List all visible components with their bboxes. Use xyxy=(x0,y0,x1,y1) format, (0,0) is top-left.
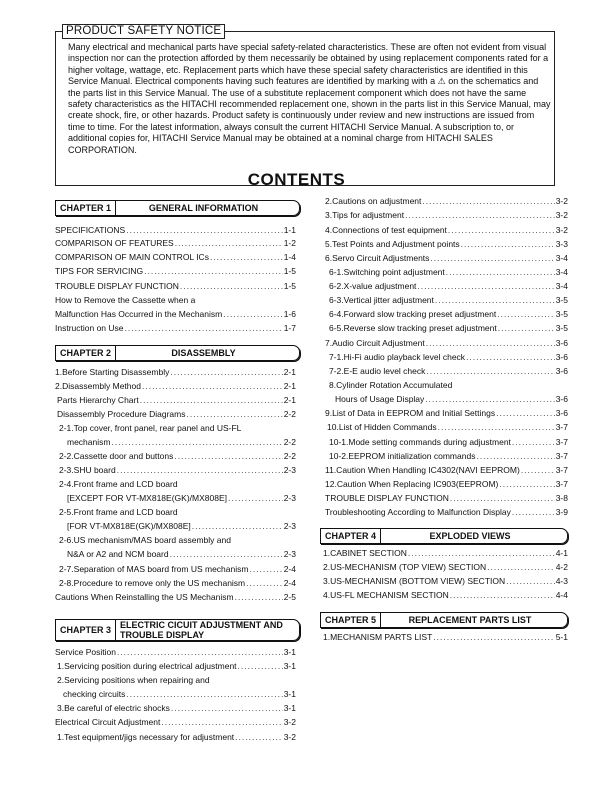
left-toc-entry xyxy=(67,492,296,505)
toc-leader-dots xyxy=(175,237,283,250)
toc-leader-dots xyxy=(466,351,555,364)
left-toc-entry xyxy=(59,563,296,576)
toc-entry-page: 2-1 xyxy=(283,367,296,377)
right-toc-entry xyxy=(325,209,568,222)
toc-leader-dots xyxy=(223,308,282,321)
toc-entry-title: 3.US-MECHANISM (BOTTOM VIEW) SECTION xyxy=(323,576,506,586)
toc-entry-title: 1.MECHANISM PARTS LIST xyxy=(323,632,433,642)
toc-entry-page: 3-1 xyxy=(283,661,296,671)
toc-entry-page: 3-1 xyxy=(283,689,296,699)
toc-entry-page: 2-2 xyxy=(283,437,296,447)
toc-leader-dots xyxy=(461,238,555,251)
toc-entry-title: 6-3.Vertical jitter adjustment xyxy=(329,295,434,305)
toc-entry-page: 3-6 xyxy=(555,394,568,404)
left-toc-entry xyxy=(55,280,296,293)
right-toc-entry xyxy=(327,421,568,434)
toc-leader-dots xyxy=(512,436,555,449)
toc-entry-page: 3-5 xyxy=(555,295,568,305)
right-toc-entry xyxy=(323,561,568,574)
right-toc-entry xyxy=(325,337,568,350)
toc-entry-page: 2-3 xyxy=(283,521,296,531)
toc-entry-title: 7-1.Hi-Fi audio playback level check xyxy=(329,352,466,362)
toc-entry-page: 3-2 xyxy=(555,225,568,235)
toc-entry-page: 4-3 xyxy=(555,576,568,586)
toc-entry-page: 3-7 xyxy=(555,422,568,432)
toc-entry-page: 2-3 xyxy=(283,465,296,475)
toc-entry-title: SPECIFICATIONS xyxy=(55,225,126,235)
right-toc-entry xyxy=(329,294,568,307)
right-toc-entry xyxy=(329,436,568,449)
toc-entry-title: 2-3.SHU board xyxy=(59,465,116,475)
left-toc-entry xyxy=(59,464,296,477)
left-toc-entry xyxy=(67,548,296,561)
toc-entry-title: 7.Audio Circuit Adjustment xyxy=(325,338,425,348)
right-toc-entry xyxy=(323,631,568,644)
toc-leader-dots xyxy=(496,407,555,420)
toc-leader-dots xyxy=(111,436,282,449)
toc-entry-title: 2.Disassembly Method xyxy=(55,381,141,391)
toc-entry-title: 1.CABINET SECTION xyxy=(323,548,407,558)
toc-entry-page: 4-4 xyxy=(555,590,568,600)
toc-leader-dots xyxy=(422,195,554,208)
right-toc-entry xyxy=(329,450,568,463)
toc-leader-dots xyxy=(499,478,554,491)
chapter-4-title: EXPLODED VIEWS xyxy=(429,531,511,541)
toc-entry-title: 2-5.Front frame and LCD board xyxy=(59,507,178,517)
toc-leader-dots xyxy=(498,322,555,335)
toc-entry-page: 3-6 xyxy=(555,366,568,376)
toc-leader-dots xyxy=(446,266,555,279)
toc-entry-page: 1-5 xyxy=(283,281,296,291)
right-toc-entry xyxy=(325,464,568,477)
toc-entry-title: Hours of Usage Display xyxy=(335,394,425,404)
toc-entry-title: TROUBLE DISPLAY FUNCTION xyxy=(325,493,449,503)
left-toc-entry xyxy=(57,674,296,687)
chapter-2-label: CHAPTER 2 xyxy=(56,346,116,360)
left-toc-entry xyxy=(57,731,296,744)
toc-entry-page: 2-2 xyxy=(283,409,296,419)
toc-leader-dots xyxy=(450,589,555,602)
toc-entry-page: 2-4 xyxy=(283,578,296,588)
toc-entry-title: N&A or A2 and NCM board xyxy=(67,549,169,559)
toc-entry-title: 2-1.Top cover, front panel, rear panel and US-FL xyxy=(59,423,242,433)
toc-entry-title: Service Position xyxy=(55,647,116,657)
toc-entry-title: 11.Caution When Handling IC4302(NAVI EEPROM) xyxy=(325,465,520,475)
toc-leader-dots xyxy=(417,280,554,293)
left-toc-entry xyxy=(55,646,296,659)
toc-entry-page: 2-3 xyxy=(283,493,296,503)
chapter-3-title: ELECTRIC CICUIT ADJUSTMENT AND TROUBLE DISPLAY xyxy=(120,620,283,640)
right-toc-entry xyxy=(323,575,568,588)
toc-leader-dots xyxy=(210,251,283,264)
left-toc-entry xyxy=(55,294,296,307)
toc-entry-page: 3-5 xyxy=(555,323,568,333)
left-toc-entry xyxy=(55,380,296,393)
toc-entry-page: 3-3 xyxy=(555,239,568,249)
toc-entry-title: TIPS FOR SERVICING xyxy=(55,266,144,276)
toc-leader-dots xyxy=(174,450,282,463)
toc-leader-dots xyxy=(438,421,555,434)
toc-entry-title: 5.Test Points and Adjustment points xyxy=(325,239,460,249)
toc-entry-page: 2-4 xyxy=(283,564,296,574)
left-toc-entry xyxy=(59,577,296,590)
toc-entry-title: 8.Cylinder Rotation Accumulated xyxy=(329,380,453,390)
toc-leader-dots xyxy=(487,561,555,574)
toc-leader-dots xyxy=(142,380,283,393)
right-toc-entry xyxy=(325,492,568,505)
toc-entry-title: Instruction on Use xyxy=(55,323,124,333)
toc-entry-title: 2-4.Front frame and LCD board xyxy=(59,479,178,489)
right-toc-entry xyxy=(323,547,568,560)
toc-entry-title: 1.Servicing position during electrical adjustment xyxy=(57,661,237,671)
toc-entry-title: How to Remove the Cassette when a xyxy=(55,295,196,305)
toc-entry-title: Troubleshooting According to Malfunction Display xyxy=(325,507,511,517)
toc-entry-page: 3-7 xyxy=(555,479,568,489)
toc-entry-title: 6-1.Switching point adjustment xyxy=(329,267,445,277)
toc-entry-page: 3-7 xyxy=(555,437,568,447)
toc-leader-dots xyxy=(430,252,554,265)
toc-entry-title: 6-5.Reverse slow tracking preset adjustment xyxy=(329,323,497,333)
chapter-1-label: CHAPTER 1 xyxy=(56,201,116,215)
chapter-1-header xyxy=(55,200,300,216)
right-toc-entry xyxy=(325,252,568,265)
toc-entry-page: 3-6 xyxy=(555,352,568,362)
toc-leader-dots xyxy=(249,563,282,576)
toc-entry-page: 3-2 xyxy=(283,717,296,727)
toc-leader-dots xyxy=(117,646,283,659)
toc-leader-dots xyxy=(171,702,283,715)
toc-entry-title: COMPARISON OF FEATURES xyxy=(55,238,174,248)
right-toc-entry xyxy=(329,365,568,378)
toc-leader-dots xyxy=(246,577,283,590)
right-toc-entry xyxy=(323,589,568,602)
left-toc-entry xyxy=(57,408,296,421)
toc-leader-dots xyxy=(117,464,283,477)
toc-entry-title: 6-4.Forward slow tracking preset adjustment xyxy=(329,309,497,319)
toc-entry-page: 2-1 xyxy=(283,381,296,391)
safety-notice-text: Many electrical and mechanical parts have special safety-related characteristics. These are often not evident from visual inspection nor can the protection afforded by them necessarily be obtained by using replacement components rated for a higher voltage, wattage, etc. Replacement parts which have these special safety characteristics are identified in this Service Manual. Electrical components having such features are identified by marking with a ⚠ on the schematics and the parts list in this Service Manual. The use of a substitute replacement component which does not have the same safety characteristics as the HITACHI recommended replacement one, shown in the parts list in this Service Manual, may create shock, fire, or other hazards. Product safety is continuously under review and new instructions are issued from time to time. For the latest information, always consult the current HITACHI Service Manual. A subscription to, or additional copies for, HITACHI Service Manual may be obtained at a nominal charge from HITACHI SALES CORPORATION. xyxy=(68,42,551,155)
right-toc-entry xyxy=(325,238,568,251)
toc-entry-page: 3-1 xyxy=(283,703,296,713)
toc-entry-title: [FOR VT-MX818E(GK)/MX808E] xyxy=(67,521,191,531)
toc-entry-title: Parts Hierarchy Chart xyxy=(57,395,139,405)
chapter-2-title: DISASSEMBLY xyxy=(171,348,236,358)
toc-entry-page: 1-7 xyxy=(283,323,296,333)
toc-leader-dots xyxy=(126,224,282,237)
left-toc-entry xyxy=(55,308,296,321)
toc-leader-dots xyxy=(187,408,283,421)
toc-leader-dots xyxy=(161,716,282,729)
right-toc-entry xyxy=(325,407,568,420)
chapter-5-label: CHAPTER 5 xyxy=(321,613,381,627)
toc-leader-dots xyxy=(228,492,283,505)
toc-entry-title: 1.Test equipment/jigs necessary for adjustment xyxy=(57,732,235,742)
toc-leader-dots xyxy=(170,366,282,379)
toc-leader-dots xyxy=(408,547,555,560)
left-toc-entry xyxy=(59,478,296,491)
toc-entry-page: 3-5 xyxy=(555,309,568,319)
right-toc-entry xyxy=(325,224,568,237)
toc-leader-dots xyxy=(450,492,555,505)
left-toc-entry xyxy=(55,237,296,250)
left-toc-entry xyxy=(59,450,296,463)
toc-entry-title: 2-8.Procedure to remove only the US mechanism xyxy=(59,578,246,588)
toc-entry-page: 3-2 xyxy=(283,732,296,742)
toc-leader-dots xyxy=(125,322,283,335)
chapter-3-header xyxy=(55,619,300,641)
left-toc-entry xyxy=(55,251,296,264)
toc-entry-page: 3-1 xyxy=(283,647,296,657)
toc-leader-dots xyxy=(144,265,283,278)
toc-leader-dots xyxy=(180,280,283,293)
toc-leader-dots xyxy=(426,337,555,350)
toc-leader-dots xyxy=(497,308,554,321)
left-toc-entry xyxy=(63,688,296,701)
toc-entry-title: 9.List of Data in EEPROM and Initial Settings xyxy=(325,408,496,418)
toc-leader-dots xyxy=(476,450,554,463)
toc-entry-title: 3.Be careful of electric shocks xyxy=(57,703,170,713)
toc-entry-title: 6.Servo Circuit Adjustments xyxy=(325,253,430,263)
toc-entry-title: 2-7.Separation of MAS board from US mechanism xyxy=(59,564,249,574)
contents-title: CONTENTS xyxy=(247,170,346,189)
chapter-4-header xyxy=(320,528,568,544)
toc-entry-page: 3-6 xyxy=(555,408,568,418)
toc-entry-page: 3-2 xyxy=(555,210,568,220)
safety-notice-title: PRODUCT SAFETY NOTICE xyxy=(62,24,225,39)
toc-leader-dots xyxy=(405,209,555,222)
toc-entry-title: 10-2.EEPROM initialization commands xyxy=(329,451,476,461)
toc-entry-page: 3-2 xyxy=(555,196,568,206)
left-toc-entry xyxy=(55,265,296,278)
toc-entry-page: 1-1 xyxy=(283,225,296,235)
toc-entry-title: COMPARISON OF MAIN CONTROL ICs xyxy=(55,252,209,262)
toc-entry-page: 2-2 xyxy=(283,451,296,461)
toc-leader-dots xyxy=(192,520,283,533)
toc-entry-title: [EXCEPT FOR VT-MX818E(GK)/MX808E] xyxy=(67,493,227,503)
chapter-3-label: CHAPTER 3 xyxy=(56,620,116,640)
toc-entry-page: 3-8 xyxy=(555,493,568,503)
left-toc-entry xyxy=(67,520,296,533)
toc-entry-page: 5-1 xyxy=(555,632,568,642)
toc-entry-page: 3-7 xyxy=(555,465,568,475)
toc-entry-title: TROUBLE DISPLAY FUNCTION xyxy=(55,281,179,291)
left-toc-entry xyxy=(57,660,296,673)
toc-leader-dots xyxy=(512,506,555,519)
right-toc-entry xyxy=(329,379,568,392)
toc-leader-dots xyxy=(425,393,554,406)
toc-leader-dots xyxy=(140,394,283,407)
right-toc-entry xyxy=(325,195,568,208)
chapter-5-header xyxy=(320,612,568,628)
toc-entry-page: 3-4 xyxy=(555,253,568,263)
toc-leader-dots xyxy=(448,224,555,237)
toc-leader-dots xyxy=(235,731,283,744)
toc-entry-page: 3-4 xyxy=(555,267,568,277)
right-toc-entry xyxy=(325,506,568,519)
toc-entry-title: 6-2.X-value adjustment xyxy=(329,281,417,291)
toc-entry-page: 2-5 xyxy=(283,592,296,602)
toc-entry-title: 2-2.Cassette door and buttons xyxy=(59,451,174,461)
toc-entry-page: 2-3 xyxy=(283,549,296,559)
toc-leader-dots xyxy=(433,631,554,644)
toc-entry-page: 2-1 xyxy=(283,395,296,405)
left-toc-entry xyxy=(55,224,296,237)
toc-entry-title: 4.US-FL MECHANISM SECTION xyxy=(323,590,449,600)
toc-entry-title: 10-1.Mode setting commands during adjustment xyxy=(329,437,511,447)
chapter-4-label: CHAPTER 4 xyxy=(321,529,381,543)
toc-leader-dots xyxy=(170,548,283,561)
right-toc-entry xyxy=(325,478,568,491)
chapter-2-header xyxy=(55,345,300,361)
left-toc-entry xyxy=(55,366,296,379)
toc-entry-page: 3-7 xyxy=(555,451,568,461)
left-toc-entry xyxy=(55,716,296,729)
toc-entry-title: Electrical Circuit Adjustment xyxy=(55,717,161,727)
toc-entry-page: 3-9 xyxy=(555,507,568,517)
toc-entry-title: 10.List of Hidden Commands xyxy=(327,422,437,432)
right-toc-entry xyxy=(329,322,568,335)
toc-entry-page: 3-6 xyxy=(555,338,568,348)
toc-leader-dots xyxy=(506,575,555,588)
right-toc-entry xyxy=(329,280,568,293)
toc-leader-dots xyxy=(521,464,555,477)
toc-entry-title: Malfunction Has Occurred in the Mechanism xyxy=(55,309,223,319)
toc-entry-title: Cautions When Reinstalling the US Mechanism xyxy=(55,592,234,602)
left-toc-entry xyxy=(59,422,296,435)
left-toc-entry xyxy=(67,436,296,449)
toc-entry-title: 2.Servicing positions when repairing and xyxy=(57,675,210,685)
right-toc-entry xyxy=(329,351,568,364)
toc-entry-title: 12.Caution When Replacing IC903(EEPROM) xyxy=(325,479,499,489)
toc-entry-page: 3-4 xyxy=(555,281,568,291)
toc-entry-title: Disassembly Procedure Diagrams xyxy=(57,409,186,419)
toc-leader-dots xyxy=(235,591,283,604)
left-toc-entry xyxy=(55,322,296,335)
toc-entry-title: 2-6.US mechanism/MAS board assembly and xyxy=(59,535,231,545)
toc-leader-dots xyxy=(126,688,282,701)
toc-entry-title: 2.US-MECHANISM (TOP VIEW) SECTION xyxy=(323,562,487,572)
toc-entry-page: 4-2 xyxy=(555,562,568,572)
left-toc-entry xyxy=(59,534,296,547)
left-toc-entry xyxy=(59,506,296,519)
left-toc-entry xyxy=(55,591,296,604)
toc-entry-page: 1-6 xyxy=(283,309,296,319)
toc-entry-page: 1-2 xyxy=(283,238,296,248)
toc-entry-title: checking circuits xyxy=(63,689,126,699)
right-toc-entry xyxy=(335,393,568,406)
toc-leader-dots xyxy=(435,294,555,307)
left-toc-entry xyxy=(57,702,296,715)
left-toc-entry xyxy=(57,394,296,407)
toc-leader-dots xyxy=(426,365,554,378)
toc-leader-dots xyxy=(238,660,283,673)
toc-entry-page: 1-5 xyxy=(283,266,296,276)
toc-entry-page: 1-4 xyxy=(283,252,296,262)
right-toc-entry xyxy=(329,266,568,279)
toc-entry-page: 4-1 xyxy=(555,548,568,558)
toc-entry-title: 1.Before Starting Disassembly xyxy=(55,367,170,377)
toc-entry-title: mechanism xyxy=(67,437,111,447)
toc-entry-title: 2.Cautions on adjustment xyxy=(325,196,422,206)
toc-entry-title: 3.Tips for adjustment xyxy=(325,210,405,220)
right-toc-entry xyxy=(329,308,568,321)
chapter-5-title: REPLACEMENT PARTS LIST xyxy=(408,615,532,625)
toc-entry-title: 7-2.E-E audio level check xyxy=(329,366,426,376)
toc-entry-title: 4.Connections of test equipment xyxy=(325,225,447,235)
chapter-1-title: GENERAL INFORMATION xyxy=(148,203,259,213)
